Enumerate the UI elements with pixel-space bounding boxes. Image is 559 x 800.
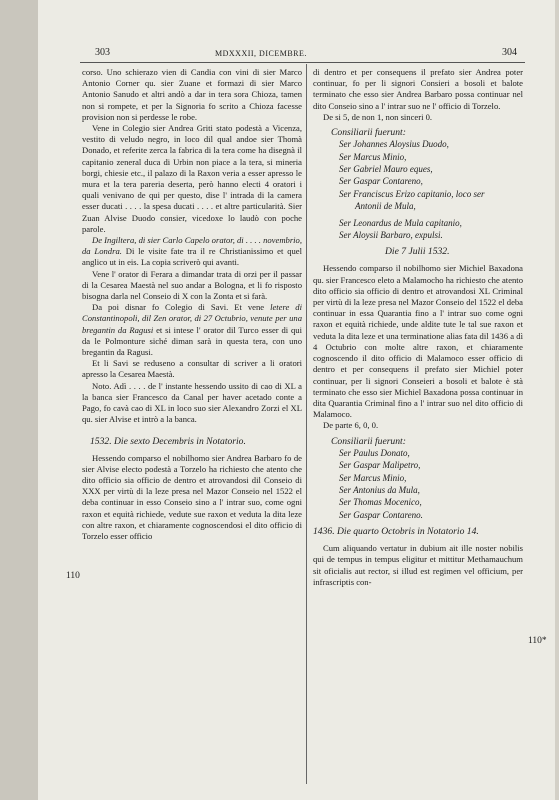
paragraph: Et li Savi se reduseno a consultar di scriver a li oratori apresso la Cesarea Maestà.: [82, 358, 302, 380]
list-item: Ser Antonius da Mula,: [339, 484, 420, 495]
list-item: Ser Thomas Mocenico,: [339, 497, 422, 508]
list-item: Ser Gaspar Contareno,: [339, 176, 423, 187]
paragraph: [82, 302, 302, 358]
paragraph: Hessendo comparso el nobilhomo sier Andrea Barbaro fo de sier Alvise electo podestà a Torzelo ha richiesto che atento che dito officio sia officio de dentro et atrovandosi dil Conseio di XXX per virtù di la leze presa nel Mazor Conseio nel 1522 el deba continuar in esso Conseio sino a l' intrar suo, come ogni raxon et equità richiede, vedute sue raxon et veduta la dita leze con altre raxon, et chiaramente cognoscendosi el dito officio di Torzelo esser officio: [82, 452, 302, 541]
councillors-list: [313, 138, 523, 241]
right-column: [313, 67, 523, 588]
paragraph: Noto. Adì . . . . de l' instante hessendo ussito di cao di XL a la banca sier Francesco da Canal per haver acetado conte a Pago, fo cavà cao di XL in loco suo sier Alexandro Zorzi el XL qu. sier Alvise et intrò a la banca.: [82, 380, 302, 425]
list-item: Ser Johannes Aloysius Duodo,: [339, 139, 449, 150]
letter-body: Di le visite fate tra il re Christianissimo et quel anglico ut in eis. La copia scriverò qui avanti.: [82, 246, 302, 268]
paragraph: Hessendo comparso il nobilhomo sier Michiel Baxadona qu. sier Francesco eleto a Malamocho ha richiesto che atento dito officio sia officio di dentro et atrovandosi XL Criminal per virtù di la leze presa nel Mazor Conseio del 1522 el deba continuar in essa Quarantia fino a l' intrar suo come ogni raxon et equità richiede, unde aldite tute le tal sue raxon et veduta la dita leze et una terminatione alias fata dil 1436 a dì 4 Octubrio con molte altre raxon, et chiaramente cognoscendo il dito officio di Malamoco esser officio di dentro et per consequens il prefato sier Michiel poter continuar, per li signori Conseieri a bosoli et balote è stà terminato che esso sier Michiel Baxadona possa continuar in dita Quarantia Criminal fino a l' intrar suo nel dito officio di Malamoco.: [313, 263, 523, 420]
text-run: Da poi disnar fo Colegio di Savi. Et vene: [92, 302, 265, 313]
section-heading: Die 7 Julii 1532.: [385, 246, 450, 258]
list-item: Ser Franciscus Erizo capitanio, loco ser: [339, 188, 485, 199]
paragraph: Cum aliquando vertatur in dubium ait ille noster nobilis qui de tempus in tempus eligitur et mittitur Methamauchum sit oficialis aut rector, si illud est regimen vel officium, per infrascriptis con-: [313, 543, 523, 587]
paragraph: De parte 6, 0, 0.: [323, 420, 379, 431]
running-title: MDXXXII, DICEMBRE.: [215, 49, 307, 58]
margin-number-left: 110: [66, 571, 80, 581]
list-item: Ser Marcus Minio,: [339, 151, 407, 162]
list-item: Ser Aloysii Barbaro, expulsi.: [339, 230, 443, 241]
binding-gutter: [0, 0, 38, 800]
councillors-list: [313, 447, 523, 521]
letter-title: letere di Constantinopoli, dil Zen orator, di 27 Octubrio, venute per una bregantin da Ragusi: [82, 302, 302, 335]
list-item: Ser Paulus Donato,: [339, 447, 410, 458]
letter-title: De Ingiltera, di sier Carlo Capelo orator, di . . . . novembrio, da Londra.: [82, 235, 302, 257]
left-column: [82, 67, 302, 542]
list-item: Ser Gaspar Contareno.: [339, 509, 423, 520]
paragraph: Vene in Colegio sier Andrea Griti stato podestà a Vicenza, vestito di veludo negro, in loco dil qual andoe sier Thomà Donado, et referite zerca la fabrica di la tera come ha disegnà il capitanio zeneral duca di Urbin non piace a la tera, si mineria borgi, chiesie etc., il palazo di la Raxon veria a esser apresso le mura et la tera pareria deserta, però hanno electi 4 oratori i quali venivano de qui per questo, dise l' intrada di la camera esser ducati . . . . la spesa ducati . . . . et altre particularità. Sier Zuan Alvise Duodo consier, vicedoxe lo laudò con poche parole.: [82, 123, 302, 234]
paragraph: di dentro et per consequens il prefato sier Andrea poter continuar, fo per li signori Consieri a bosoli et balote terminato che esso sier Andrea Barbaro possa continuar nel dito Conseio sino a l' intrar suo ne l' officio di Torzelo.: [313, 67, 523, 111]
page-number-right: 304: [502, 47, 517, 58]
page-number-left: 303: [95, 47, 110, 58]
list-item: Ser Gabriel Mauro eques,: [339, 164, 433, 175]
page-edge: [555, 0, 559, 800]
section-heading: 1532. Die sexto Decembris in Notatorio.: [90, 435, 246, 447]
list-item: Ser Gaspar Malipetro,: [339, 460, 421, 471]
paragraph: Vene l' orator di Ferara a dimandar trata di orzi per il passar di la Cesarea Maestà nel suo andar a Bologna, et li fo risposto bisogna darla nel Conseio di X con la Zonta et si farà.: [82, 268, 302, 302]
paragraph: corso. Uno schierazo vien di Candia con vini di sier Marco Antonio Corner qu. sier Zuane et formazi di sier Marco Antonio Sanudo et altri andò a dar in tera sora Chioza, tamen non si rompete, et per la Signoria fo scrito a Chioza facesse provision non si perdesse le robe.: [82, 67, 302, 122]
councillors-heading: Consiliarii fuerunt:: [331, 435, 406, 447]
header-rule: [80, 62, 525, 63]
councillors-heading: Consiliarii fuerunt:: [331, 127, 406, 139]
margin-number-right: 110*: [528, 636, 547, 646]
list-item: Ser Marcus Minio,: [339, 472, 407, 483]
text-run: et si intese l' orator dil Turco esser di qui da le Polmonture siché diman sarà in questa tera, con uno bregantin da Ragusi.: [82, 324, 302, 358]
list-item: Antonii de Mula,: [355, 201, 416, 212]
section-heading: 1436. Die quarto Octobris in Notatorio 14.: [313, 526, 479, 538]
paragraph: [82, 235, 302, 269]
column-divider: [306, 64, 307, 784]
list-item: Ser Leonardus de Mula capitanio,: [339, 217, 462, 228]
paragraph: De si 5, de non 1, non sinceri 0.: [323, 111, 433, 122]
